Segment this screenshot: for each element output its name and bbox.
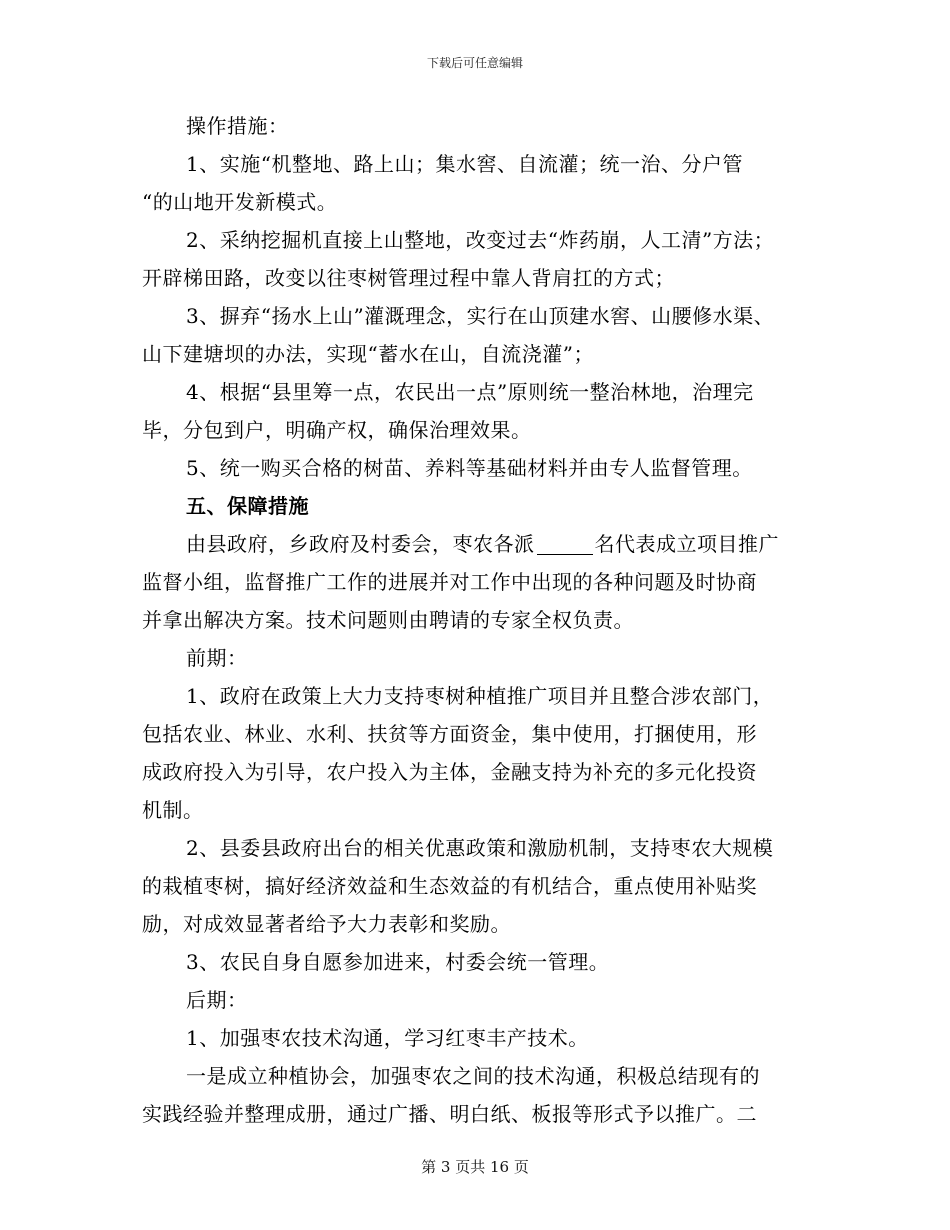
text-line: 操作措施： [186,114,289,138]
text-line: 山下建塘坝的办法，实现“蓄水在山，自流浇灌”； [142,342,594,366]
text-line: 机制。 [142,798,204,822]
text-line: 励，对成效显著者给予大力表彰和奖励。 [142,912,511,936]
text-line: “的山地开发新模式。 [142,190,338,214]
text-line: 监督小组，监督推广工作的进展并对工作中出现的各种问题及时协商 [142,570,757,594]
text-line: 的栽植枣树，搞好经济效益和生态效益的有机结合，重点使用补贴奖 [142,874,757,898]
text-line: 3、农民自身自愿参加进来，村委会统一管理。 [186,950,610,974]
text-segment: 名代表成立项目推广 [594,532,779,556]
section-heading: 五、保障措施 [186,494,309,518]
page-header: 下载后可任意编辑 [426,56,523,70]
text-line: 后期： [186,988,248,1012]
page-footer: 第 3 页共 16 页 [421,1158,529,1176]
text-line: 1、加强枣农技术沟通，学习红枣丰产技术。 [186,1026,589,1050]
text-segment: 由县政府，乡政府及村委会，枣农各派 [186,532,535,556]
text-line: 2、采纳挖掘机直接上山整地，改变过去“炸药崩，人工清”方法； [186,228,775,252]
text-line: 一是成立种植协会，加强枣农之间的技术沟通，积极总结现有的 [186,1064,760,1088]
text-line: 前期： [186,646,248,670]
fill-in-blank [537,530,593,555]
text-line: 2、县委县政府出台的相关优惠政策和激励机制，支持枣农大规模 [186,836,774,860]
document-body [142,107,822,1133]
text-line: 实践经验并整理成册，通过广播、明白纸、板报等形式予以推广。二 [142,1102,757,1126]
text-line: 1、实施“机整地、路上山；集水窖、自流灌；统一治、分户管 [186,152,743,176]
text-line: 成政府投入为引导，农户投入为主体，金融支持为补充的多元化投资 [142,760,757,784]
text-line: 3、摒弃“扬水上山”灌溉理念，实行在山顶建水窖、山腰修水渠、 [186,304,775,328]
text-line: 毕，分包到户，明确产权，确保治理效果。 [142,418,532,442]
text-line: 包括农业、林业、水利、扶贫等方面资金，集中使用，打捆使用，形 [142,722,757,746]
text-line: 4、根据“县里筹一点，农民出一点”原则统一整治林地，治理完 [186,380,754,404]
text-line: 5、统一购买合格的树苗、养料等基础材料并由专人监督管理。 [186,456,753,480]
text-line: 开辟梯田路，改变以往枣树管理过程中靠人背肩扛的方式； [142,266,675,290]
text-line: 并拿出解决方案。技术问题则由聘请的专家全权负责。 [142,608,634,632]
text-line [142,525,822,563]
text-line: 1、政府在政策上大力支持枣树种植推广项目并且整合涉农部门， [186,684,774,708]
